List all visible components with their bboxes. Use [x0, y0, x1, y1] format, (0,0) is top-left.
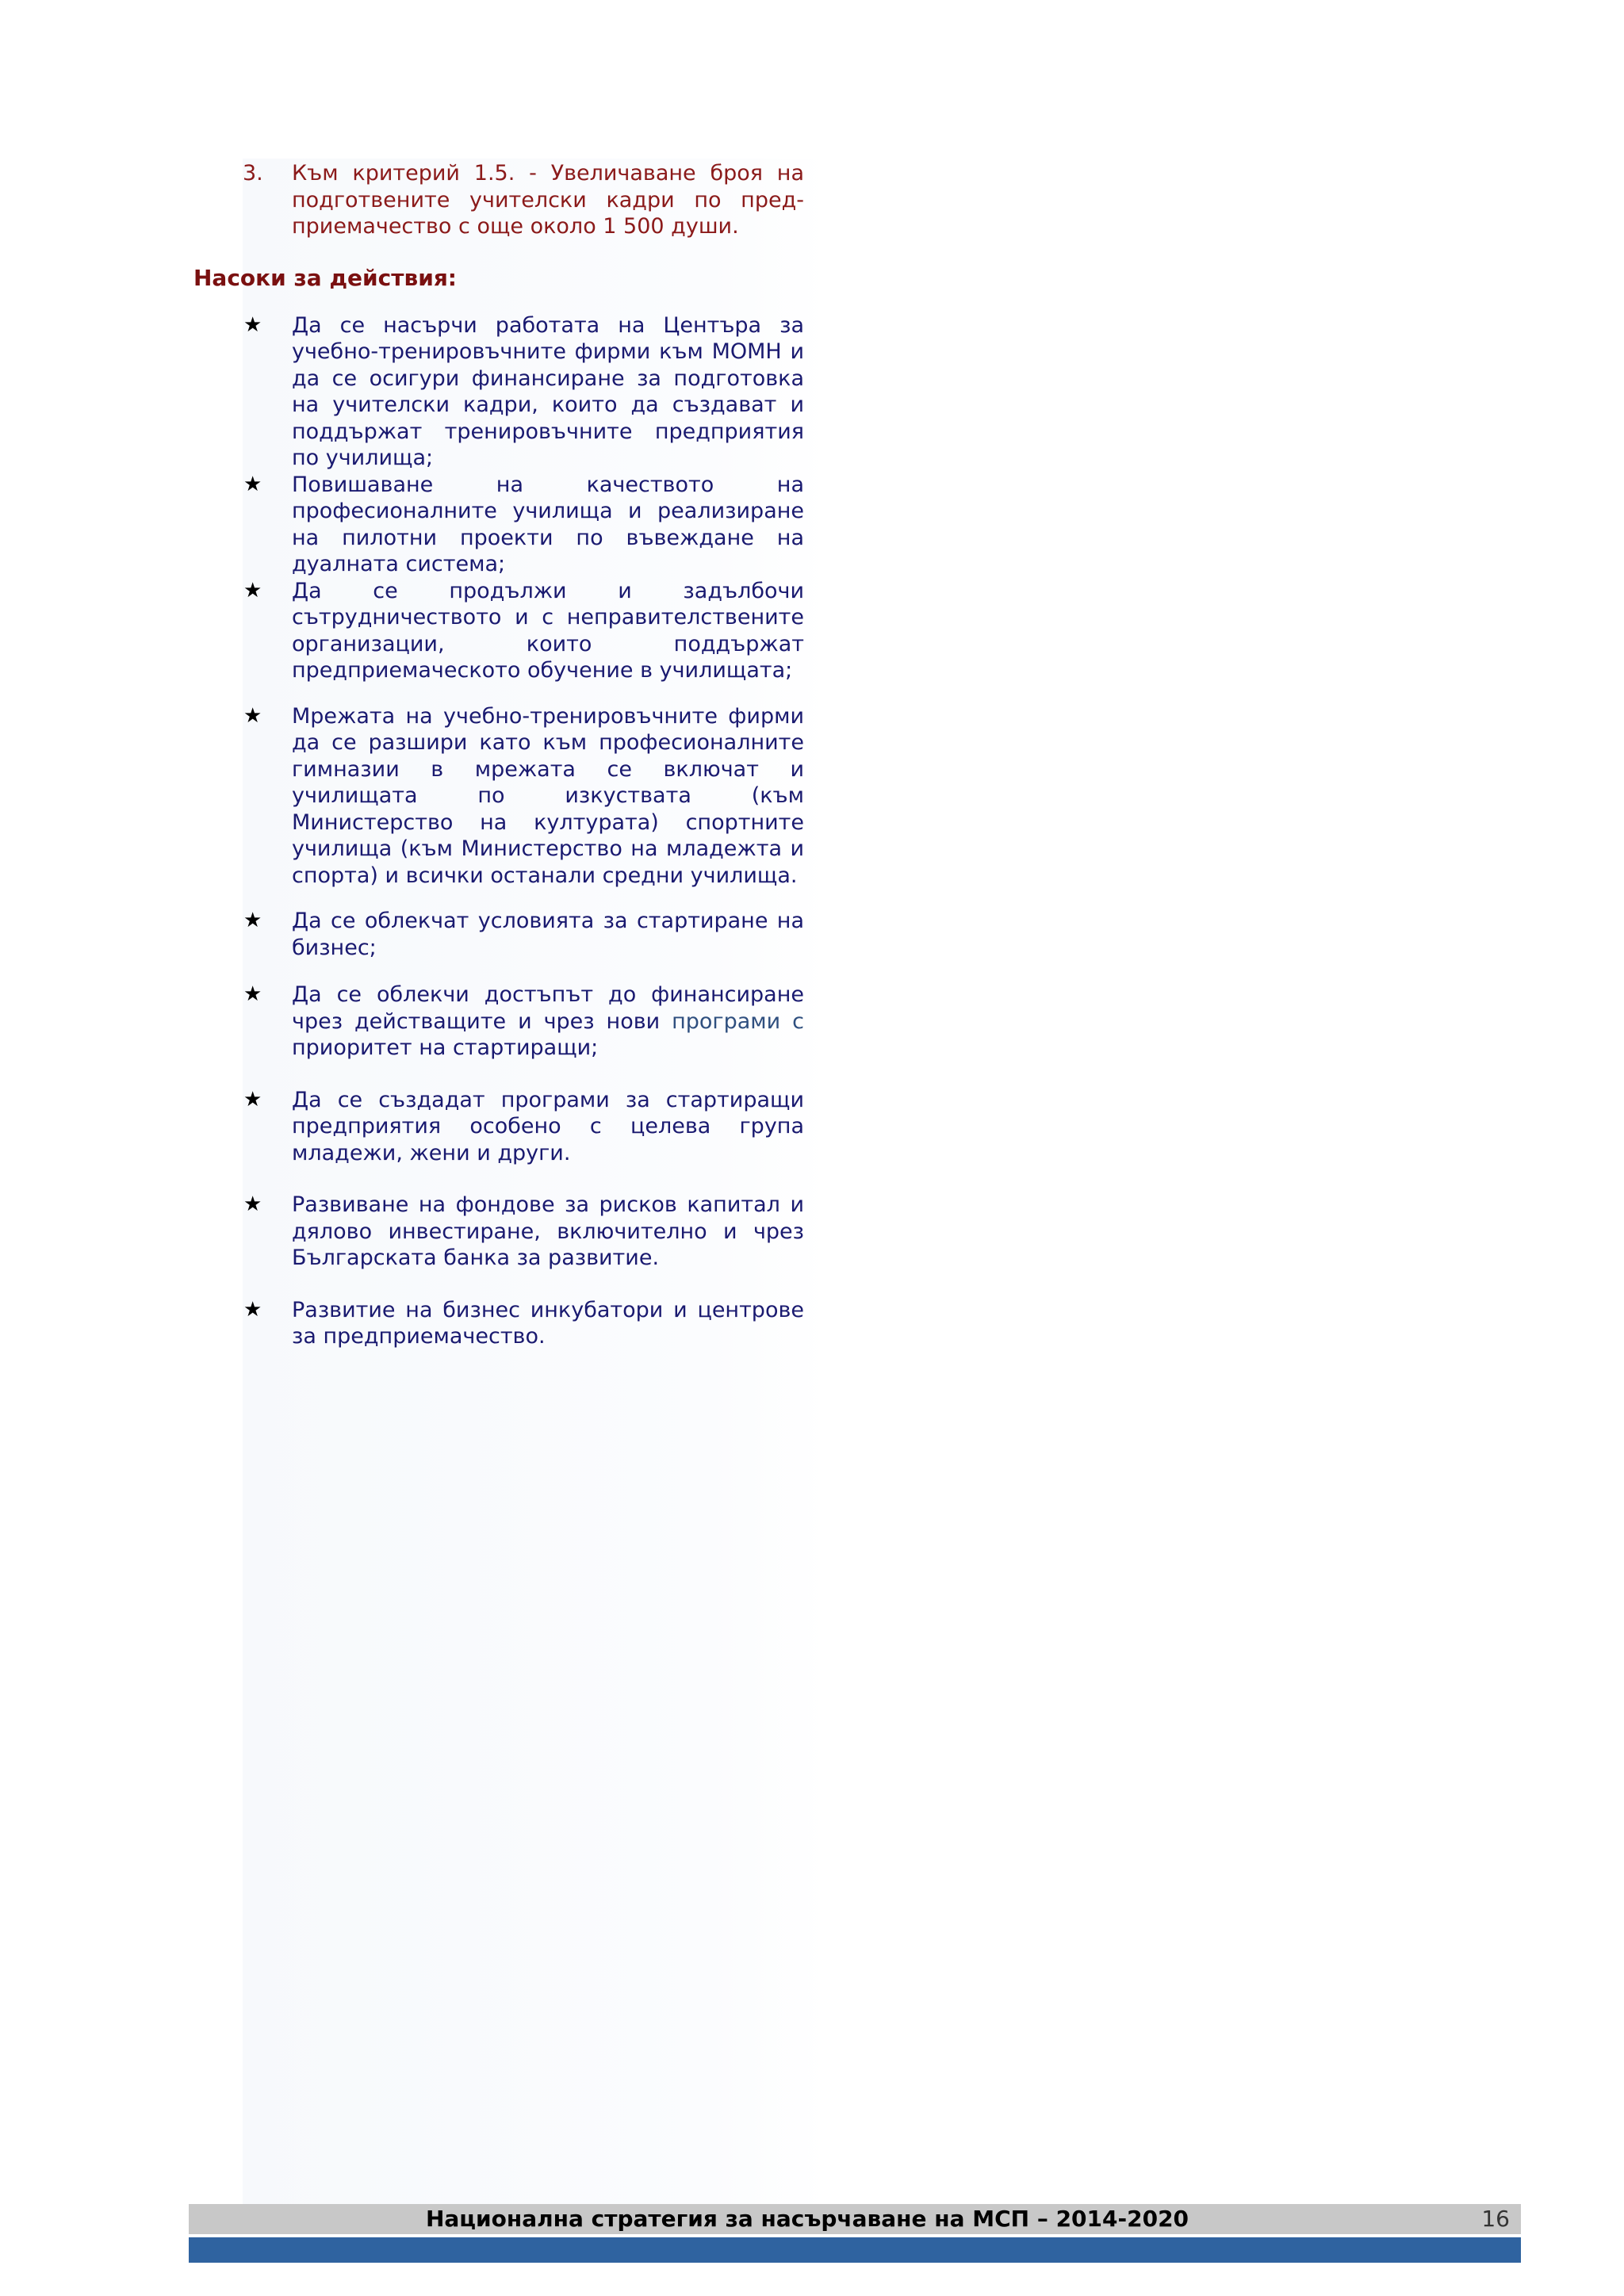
- actions-heading: Насоки за действия:: [193, 264, 458, 291]
- action-item: [193, 312, 804, 472]
- criterion-list-item: [193, 160, 804, 240]
- action-text: Да се създадат програми за стартиращи предприятия особено с целева група младежи, жени и други.: [292, 1087, 804, 1165]
- action-item: [193, 578, 804, 684]
- action-text: Повишаване на качеството на професионалните училища и реализиране на пилотни проекти по въвеждане на дуалната система;: [292, 472, 804, 576]
- star-bullet-icon: ★: [243, 1192, 262, 1216]
- actions-list: [193, 312, 804, 1350]
- action-text: Да се облекчат условията за стартиране на бизнес;: [292, 909, 804, 960]
- action-item: [193, 1087, 804, 1167]
- action-text-start: Да се облекчи достъпът до финансиране чрез действащите и чрез нови: [292, 982, 804, 1034]
- action-item: [193, 472, 804, 578]
- star-bullet-icon: ★: [243, 472, 262, 496]
- footer-bar: [189, 2204, 1521, 2234]
- action-item: [193, 1297, 804, 1350]
- action-text: Развиване на фондове за рисков капитал и дялово инвестиране, включително и чрез Българската банка за развитие.: [292, 1192, 804, 1270]
- action-item: [193, 908, 804, 961]
- star-bullet-icon: ★: [243, 312, 262, 337]
- action-item: [193, 982, 804, 1062]
- action-text: Да се продължи и задълбочи сътрудничеството и с неправителствените организации, които поддържат предприемаческото обучение в училищата;: [292, 578, 804, 683]
- action-text: Да се насърчи работата на Центъра за учебно-тренировъчните фирми към МОМН и да се осигури финансиране за подготовка на учителски кадри, които да създават и поддържат тренировъчните предприятия по училища;: [292, 312, 804, 470]
- action-text: Развитие на бизнес инкубатори и центрове за предприемачество.: [292, 1297, 804, 1349]
- footer-title: Национална стратегия за насърчаване на МСП – 2014-2020: [425, 2206, 1189, 2232]
- star-bullet-icon: ★: [243, 982, 262, 1006]
- programs-link-text: програми с: [672, 1008, 804, 1034]
- action-text: Мрежата на учебно-тренировъчните фирми да се разшири като към професионалните гимназии в мрежата се включат и училищата по изкуствата (към Министерство на културата) спортните училища (към Министерство на младежта и спорта) и всички останали средни училища.: [292, 703, 804, 888]
- page-content: [193, 160, 804, 1350]
- page-number: 16: [1481, 2206, 1510, 2232]
- footer-stripe: [189, 2237, 1521, 2263]
- action-item: [193, 703, 804, 890]
- action-item: [193, 1192, 804, 1272]
- star-bullet-icon: ★: [243, 1297, 262, 1322]
- star-bullet-icon: ★: [243, 909, 262, 932]
- star-bullet-icon: ★: [243, 703, 262, 728]
- action-text-end: приоритет на стартиращи;: [292, 1035, 599, 1060]
- star-bullet-icon: ★: [243, 1087, 262, 1112]
- criterion-text: Към критерий 1.5. - Увеличаване броя на подготвените учителски кадри по пред-приемачество с още около 1 500 души.: [292, 161, 804, 239]
- list-number: 3.: [243, 161, 263, 186]
- star-bullet-icon: ★: [243, 578, 262, 603]
